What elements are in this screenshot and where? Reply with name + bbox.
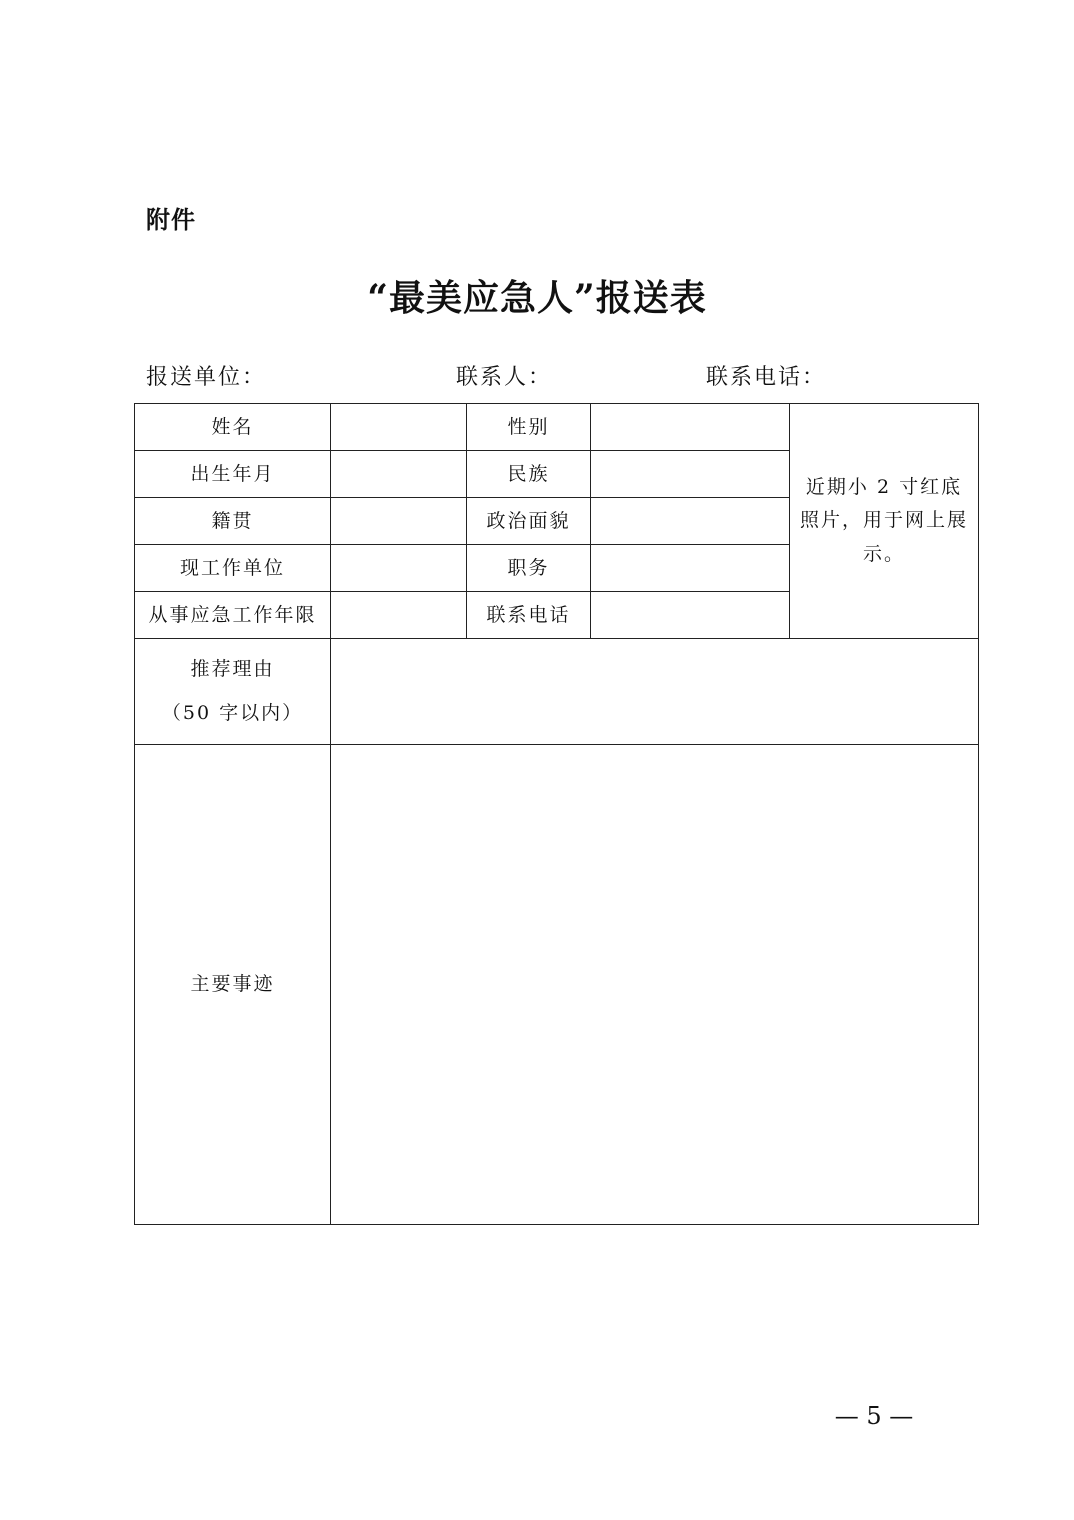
gender-field[interactable] xyxy=(591,404,790,451)
ethnicity-field[interactable] xyxy=(591,451,790,498)
work-unit-field[interactable] xyxy=(331,545,467,592)
gender-label: 性别 xyxy=(467,404,591,451)
political-status-label: 政治面貌 xyxy=(467,498,591,545)
report-form-table xyxy=(134,403,979,1225)
deeds-label: 主要事迹 xyxy=(135,745,331,1225)
years-field[interactable] xyxy=(331,592,467,639)
photo-cell[interactable] xyxy=(790,404,979,639)
native-place-label: 籍贯 xyxy=(135,498,331,545)
contact-phone-cell-label: 联系电话 xyxy=(467,592,591,639)
contact-phone-field[interactable] xyxy=(591,592,790,639)
contact-phone-label: 联系电话： xyxy=(706,365,827,390)
deeds-field[interactable] xyxy=(331,745,979,1225)
position-field[interactable] xyxy=(591,545,790,592)
position-label: 职务 xyxy=(467,545,591,592)
name-field[interactable] xyxy=(331,404,467,451)
birth-field[interactable] xyxy=(331,451,467,498)
political-status-field[interactable] xyxy=(591,498,790,545)
contact-person-label: 联系人： xyxy=(456,365,553,390)
form-title: “最美应急人”报送表 xyxy=(367,277,707,319)
reason-label-cell xyxy=(135,639,331,745)
work-unit-label: 现工作单位 xyxy=(135,545,331,592)
reason-label: 推荐理由 xyxy=(190,657,275,680)
reason-limit: （50 字以内） xyxy=(161,701,304,724)
page-number: — 5 — xyxy=(834,1402,914,1430)
reason-field[interactable] xyxy=(331,639,979,745)
attachment-label: 附件 xyxy=(146,206,196,234)
table-row xyxy=(135,404,979,451)
ethnicity-label: 民族 xyxy=(467,451,591,498)
reporting-unit-label: 报送单位： xyxy=(146,365,267,390)
native-place-field[interactable] xyxy=(331,498,467,545)
table-row xyxy=(135,745,979,1225)
birth-label: 出生年月 xyxy=(135,451,331,498)
photo-note: 近期小 2 寸红底照片，用于网上展示。 xyxy=(799,476,968,565)
name-label: 姓名 xyxy=(135,404,331,451)
table-row xyxy=(135,639,979,745)
years-label: 从事应急工作年限 xyxy=(135,592,331,639)
